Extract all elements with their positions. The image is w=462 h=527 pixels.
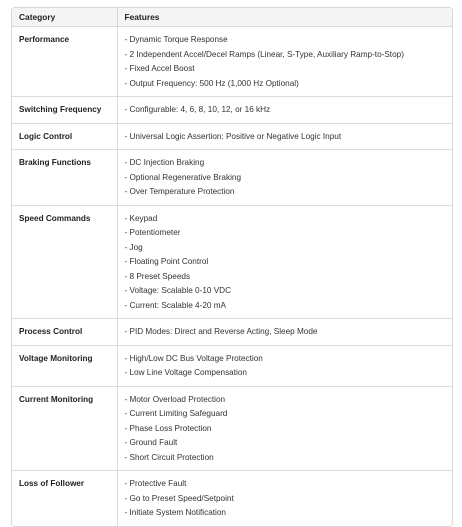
category-label: Current Monitoring bbox=[19, 394, 94, 404]
features-cell bbox=[117, 386, 452, 471]
features-cell bbox=[117, 123, 452, 150]
features-cell bbox=[117, 205, 452, 319]
feature-item: - Over Temperature Protection bbox=[124, 187, 235, 196]
category-label: Speed Commands bbox=[19, 213, 91, 223]
feature-item: - Output Frequency: 500 Hz (1,000 Hz Optional) bbox=[124, 78, 299, 88]
table-header bbox=[12, 8, 452, 27]
category-label: Process Control bbox=[19, 327, 83, 336]
feature-item: - Phase Loss Protection bbox=[124, 423, 212, 433]
category-label: Switching Frequency bbox=[19, 105, 102, 114]
feature-item: - Jog bbox=[124, 242, 143, 252]
feature-item: - Floating Point Control bbox=[124, 257, 209, 266]
category-cell bbox=[12, 150, 117, 206]
feature-item: - Go to Preset Speed/Setpoint bbox=[124, 493, 234, 503]
table-row bbox=[12, 205, 452, 319]
category-label: Voltage Monitoring bbox=[19, 353, 93, 363]
feature-item: - Universal Logic Assertion: Positive or Negative Logic Input bbox=[124, 131, 342, 141]
feature-item: - Motor Overload Protection bbox=[124, 394, 226, 404]
feature-item: - Protective Fault bbox=[124, 479, 187, 488]
table-row bbox=[12, 386, 452, 471]
feature-item: - Dynamic Torque Response bbox=[124, 35, 228, 44]
features-cell bbox=[117, 471, 452, 526]
category-label: Braking Functions bbox=[19, 158, 91, 167]
category-cell bbox=[12, 319, 117, 346]
feature-item: - High/Low DC Bus Voltage Protection bbox=[124, 353, 263, 363]
table-row bbox=[12, 97, 452, 124]
category-cell bbox=[12, 97, 117, 124]
table-row bbox=[12, 27, 452, 97]
feature-item: - PID Modes: Direct and Reverse Acting, Sleep Mode bbox=[124, 327, 318, 336]
feature-item: - Keypad bbox=[124, 213, 158, 223]
header-features: Features bbox=[117, 8, 452, 27]
category-cell bbox=[12, 27, 117, 97]
table-row bbox=[12, 150, 452, 206]
feature-item: - Short Circuit Protection bbox=[124, 452, 214, 462]
table-row bbox=[12, 319, 452, 346]
header-category: Category bbox=[12, 8, 117, 27]
category-cell bbox=[12, 471, 117, 526]
category-cell bbox=[12, 205, 117, 319]
feature-item: - Initiate System Notification bbox=[124, 508, 226, 517]
feature-item: - Current Limiting Safeguard bbox=[124, 409, 228, 418]
feature-item: - 8 Preset Speeds bbox=[124, 271, 191, 281]
feature-item: - Current: Scalable 4-20 mA bbox=[124, 300, 226, 310]
features-cell bbox=[117, 150, 452, 206]
table-row bbox=[12, 471, 452, 526]
category-label: Performance bbox=[19, 35, 70, 44]
feature-item: - Low Line Voltage Compensation bbox=[124, 368, 247, 377]
features-table-container bbox=[11, 7, 453, 527]
table-row bbox=[12, 123, 452, 150]
features-cell bbox=[117, 27, 452, 97]
feature-item: - 2 Independent Accel/Decel Ramps (Linear, S-Type, Auxiliary Ramp-to-Stop) bbox=[124, 49, 404, 59]
feature-item: - Voltage: Scalable 0-10 VDC bbox=[124, 286, 231, 295]
feature-item: - Fixed Accel Boost bbox=[124, 64, 195, 73]
features-cell bbox=[117, 345, 452, 386]
features-cell bbox=[117, 97, 452, 124]
features-table bbox=[12, 8, 452, 526]
feature-item: - Ground Fault bbox=[124, 438, 178, 447]
category-cell bbox=[12, 123, 117, 150]
category-label: Logic Control bbox=[19, 131, 73, 141]
features-cell bbox=[117, 319, 452, 346]
category-label: Loss of Follower bbox=[19, 479, 85, 488]
feature-item: - Optional Regenerative Braking bbox=[124, 172, 242, 182]
feature-item: - Potentiometer bbox=[124, 228, 181, 237]
table-row bbox=[12, 345, 452, 386]
category-cell bbox=[12, 386, 117, 471]
table-body bbox=[12, 27, 452, 526]
feature-item: - Configurable: 4, 6, 8, 10, 12, or 16 kHz bbox=[124, 105, 271, 114]
header-row bbox=[12, 8, 452, 27]
category-cell bbox=[12, 345, 117, 386]
feature-item: - DC Injection Braking bbox=[124, 158, 205, 167]
